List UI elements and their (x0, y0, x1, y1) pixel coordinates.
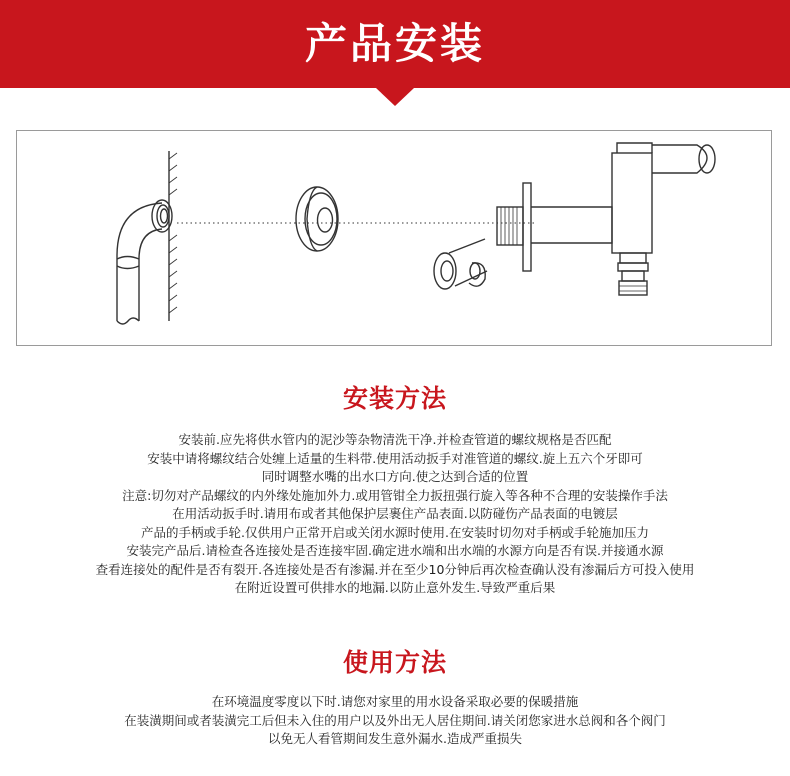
instruction-line: 在用活动扳手时.请用布或者其他保护层裹住产品表面.以防碰伤产品表面的电镀层 (172, 506, 618, 521)
instruction-line: 安装中请将螺纹结合处缠上适量的生料带.使用活动扳手对准管道的螺纹.旋上五六个牙即可 (147, 450, 643, 466)
install-method-title: 安装方法 (342, 384, 447, 413)
instruction-line: 注意:切勿对产品螺纹的内外缘处施加外力.或用管钳全力扳扭强行旋入等各种不合理的安装操作手法 (122, 487, 668, 503)
install-instructions (0, 431, 790, 598)
wall-icon (169, 151, 177, 321)
usage-method-title: 使用方法 (342, 648, 447, 677)
installation-diagram-svg (17, 131, 773, 347)
usage-line: 在装潢期间或者装潢完工后但未入住的用户以及外出无人居住期间.请关闭您家进水总阀和各个阀门 (124, 712, 666, 728)
nut-icon (434, 239, 487, 289)
faucet-icon (497, 143, 715, 295)
wall-flange-icon (296, 187, 338, 251)
instruction-line: 安装完产品后.请检查各连接处是否连接牢固.确定进水端和出水端的水源方向是否有误.并接通水源 (126, 543, 664, 558)
page-title: 产品安装 (304, 19, 485, 68)
usage-instructions (0, 693, 790, 749)
usage-line: 在环境温度零度以下时.请您对家里的用水设备采取必要的保暖措施 (211, 694, 579, 709)
banner-notch (376, 88, 414, 106)
instruction-line: 安装前.应先将供水管内的泥沙等杂物清洗干净.并检查管道的螺纹规格是否匹配 (178, 432, 612, 447)
elbow-pipe-icon (117, 200, 172, 324)
instruction-line: 查看连接处的配件是否有裂开.各连接处是否有渗漏.并在至少10分钟后再次检查确认没有渗漏后方可投入使用 (95, 561, 695, 577)
installation-diagram (16, 130, 772, 346)
instruction-line: 产品的手柄或手轮.仅供用户正常开启或关闭水源时使用.在安装时切勿对手柄或手轮施加压力 (141, 524, 649, 540)
instruction-line: 同时调整水嘴的出水口方向.使之达到合适的位置 (261, 469, 529, 484)
usage-line: 以免无人看管期间发生意外漏水.造成严重损失 (268, 731, 522, 746)
instruction-line: 在附近设置可供排水的地漏.以防止意外发生.导致严重后果 (234, 580, 556, 595)
